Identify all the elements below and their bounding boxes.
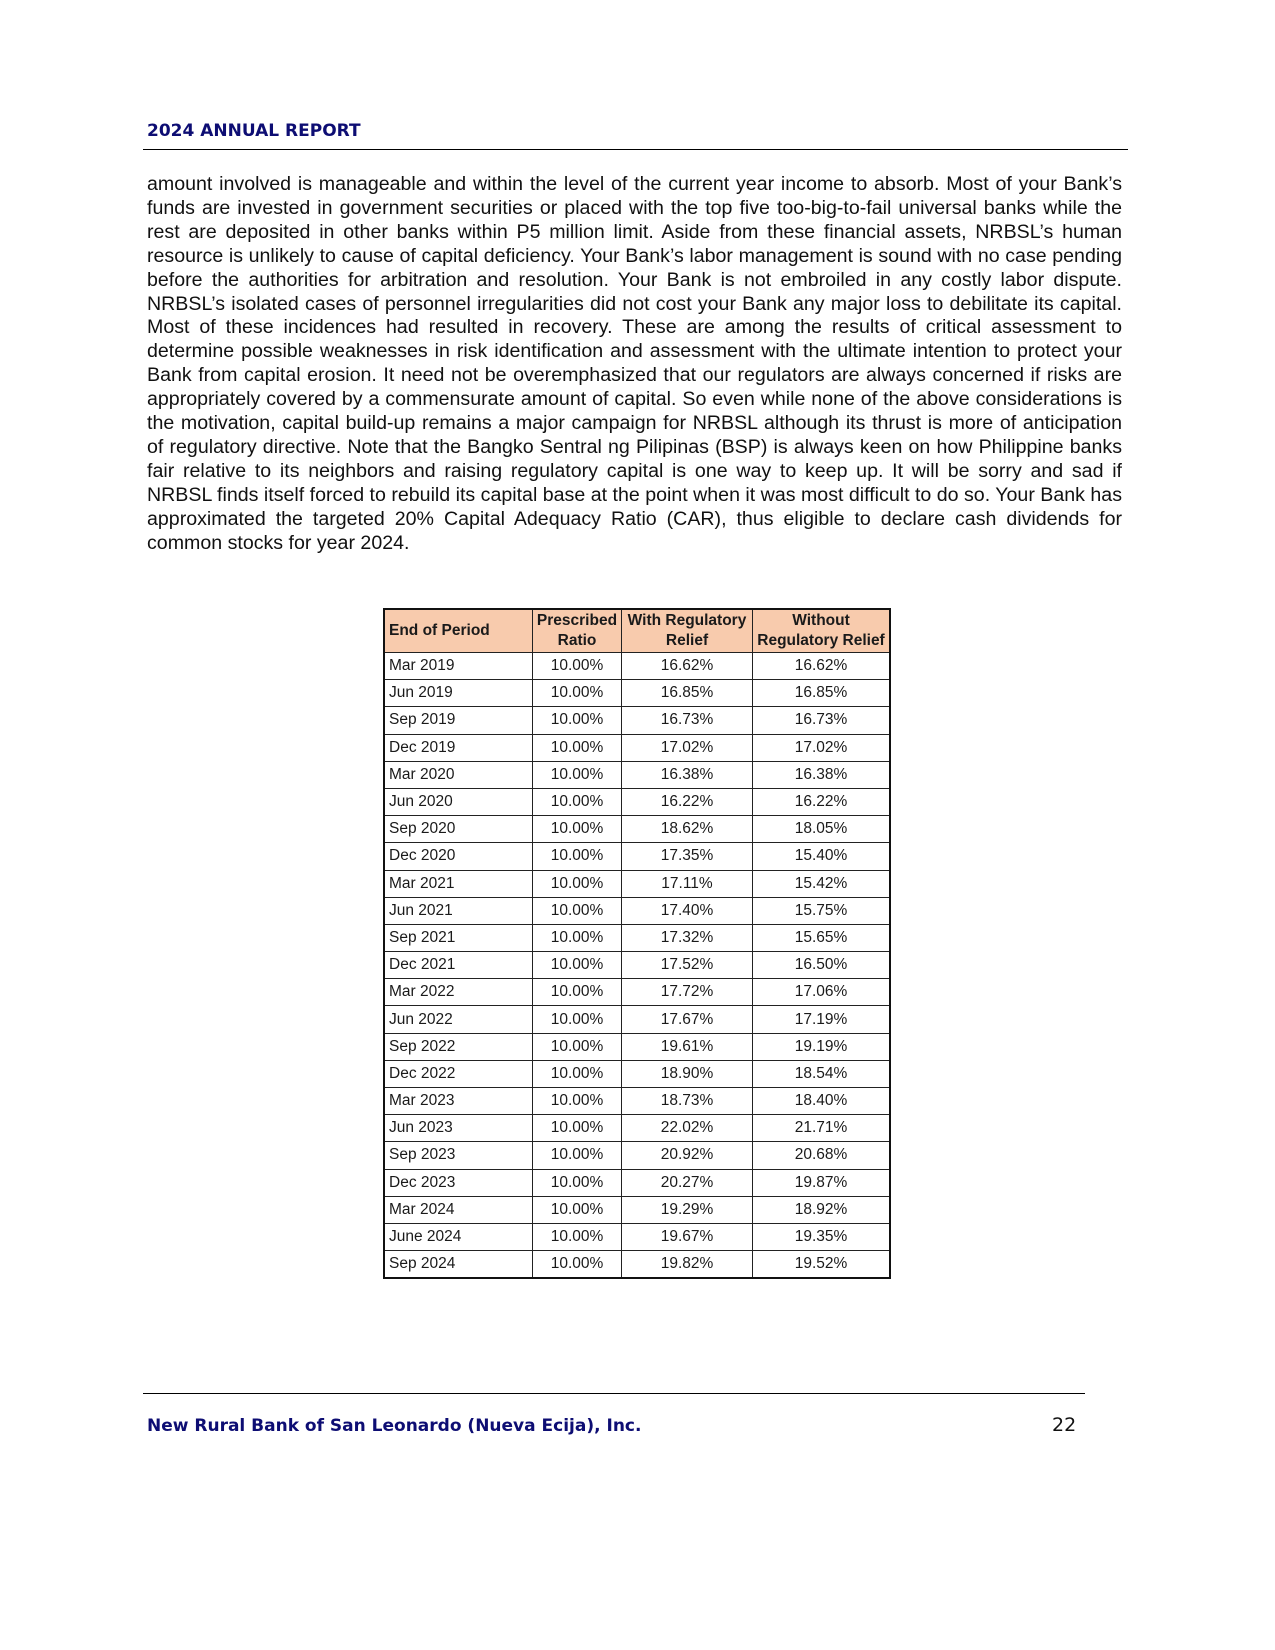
cell-with-regulatory-relief: 19.61% bbox=[622, 1033, 753, 1060]
column-header-line: Ratio bbox=[557, 632, 597, 649]
table-row bbox=[384, 1142, 890, 1169]
cell-period: Dec 2023 bbox=[384, 1169, 533, 1196]
cell-period: Sep 2021 bbox=[384, 924, 533, 951]
cell-without-regulatory-relief: 20.68% bbox=[753, 1142, 891, 1169]
cell-with-regulatory-relief: 20.92% bbox=[622, 1142, 753, 1169]
table-row bbox=[384, 1006, 890, 1033]
cell-prescribed-ratio: 10.00% bbox=[533, 1060, 622, 1087]
table-row bbox=[384, 788, 890, 815]
cell-with-regulatory-relief: 17.40% bbox=[622, 897, 753, 924]
cell-with-regulatory-relief: 18.73% bbox=[622, 1088, 753, 1115]
cell-prescribed-ratio: 10.00% bbox=[533, 1115, 622, 1142]
cell-prescribed-ratio: 10.00% bbox=[533, 870, 622, 897]
cell-period: Dec 2019 bbox=[384, 734, 533, 761]
cell-without-regulatory-relief: 15.65% bbox=[753, 924, 891, 951]
cell-period: Sep 2019 bbox=[384, 707, 533, 734]
cell-with-regulatory-relief: 19.29% bbox=[622, 1196, 753, 1223]
cell-with-regulatory-relief: 19.67% bbox=[622, 1223, 753, 1250]
column-header-end-of-period: End of Period bbox=[384, 609, 533, 653]
cell-period: June 2024 bbox=[384, 1223, 533, 1250]
cell-with-regulatory-relief: 18.62% bbox=[622, 816, 753, 843]
table-row bbox=[384, 653, 890, 680]
table-row bbox=[384, 680, 890, 707]
table-row bbox=[384, 707, 890, 734]
cell-prescribed-ratio: 10.00% bbox=[533, 1088, 622, 1115]
cell-prescribed-ratio: 10.00% bbox=[533, 788, 622, 815]
table-row bbox=[384, 761, 890, 788]
cell-without-regulatory-relief: 19.35% bbox=[753, 1223, 891, 1250]
cell-period: Mar 2019 bbox=[384, 653, 533, 680]
cell-without-regulatory-relief: 19.87% bbox=[753, 1169, 891, 1196]
cell-with-regulatory-relief: 17.02% bbox=[622, 734, 753, 761]
cell-prescribed-ratio: 10.00% bbox=[533, 653, 622, 680]
cell-without-regulatory-relief: 18.05% bbox=[753, 816, 891, 843]
cell-period: Dec 2020 bbox=[384, 843, 533, 870]
cell-prescribed-ratio: 10.00% bbox=[533, 816, 622, 843]
column-header-line: With Regulatory bbox=[627, 612, 747, 629]
cell-without-regulatory-relief: 18.92% bbox=[753, 1196, 891, 1223]
table-row bbox=[384, 1196, 890, 1223]
table-header-row bbox=[384, 609, 890, 653]
cell-with-regulatory-relief: 16.38% bbox=[622, 761, 753, 788]
table-row bbox=[384, 1115, 890, 1142]
body-paragraph: amount involved is manageable and within the level of the current year income to absorb. Most of your Bank’s funds are invested in government securities or placed with the top five too-big-to-fail universal banks while the rest are deposited in other banks within P5 million limit. Aside from these financial assets, NRBSL’s human resource is unlikely to cause of capital deficiency. Your Bank’s labor management is sound with no case pending before the authorities for arbitration and resolution. Your Bank is not embroiled in any costly labor dispute. NRBSL’s isolated cases of personnel irregularities did not cost your Bank any major loss to debilitate its capital. Most of these incidences had resulted in recovery. These are among the results of critical assessment to determine possible weaknesses in risk identification and assessment with the ultimate intention to protect your Bank from capital erosion. It need not be overemphasized that our regulators are always concerned if risks are appropriately covered by a commensurate amount of capital. So even while none of the above considerations is the motivation, capital build-up remains a major campaign for NRBSL although its thrust is more of anticipation of regulatory directive. Note that the Bangko Sentral ng Pilipinas (BSP) is always keen on how Philippine banks fair relative to its neighbors and raising regulatory capital is one way to keep up. It will be sorry and sad if NRBSL finds itself forced to rebuild its capital base at the point when it was most difficult to do so. Your Bank has approximated the targeted 20% Capital Adequacy Ratio (CAR), thus eligible to declare cash dividends for common stocks for year 2024. bbox=[147, 173, 1122, 554]
cell-prescribed-ratio: 10.00% bbox=[533, 1196, 622, 1223]
cell-period: Dec 2022 bbox=[384, 1060, 533, 1087]
cell-period: Jun 2022 bbox=[384, 1006, 533, 1033]
cell-without-regulatory-relief: 16.50% bbox=[753, 952, 891, 979]
cell-without-regulatory-relief: 17.19% bbox=[753, 1006, 891, 1033]
column-header-line: Without bbox=[792, 612, 850, 629]
cell-prescribed-ratio: 10.00% bbox=[533, 952, 622, 979]
cell-period: Mar 2022 bbox=[384, 979, 533, 1006]
cell-without-regulatory-relief: 16.85% bbox=[753, 680, 891, 707]
cell-with-regulatory-relief: 17.32% bbox=[622, 924, 753, 951]
cell-prescribed-ratio: 10.00% bbox=[533, 1169, 622, 1196]
cell-prescribed-ratio: 10.00% bbox=[533, 1006, 622, 1033]
cell-period: Sep 2022 bbox=[384, 1033, 533, 1060]
table-row bbox=[384, 952, 890, 979]
cell-prescribed-ratio: 10.00% bbox=[533, 1142, 622, 1169]
footer-rule bbox=[143, 1393, 1085, 1394]
cell-period: Jun 2021 bbox=[384, 897, 533, 924]
cell-prescribed-ratio: 10.00% bbox=[533, 843, 622, 870]
cell-prescribed-ratio: 10.00% bbox=[533, 680, 622, 707]
footer-organization: New Rural Bank of San Leonardo (Nueva Ecija), Inc. bbox=[147, 1416, 642, 1436]
car-table bbox=[383, 608, 891, 1279]
cell-prescribed-ratio: 10.00% bbox=[533, 1033, 622, 1060]
cell-without-regulatory-relief: 18.40% bbox=[753, 1088, 891, 1115]
header-rule bbox=[143, 149, 1128, 150]
cell-with-regulatory-relief: 17.72% bbox=[622, 979, 753, 1006]
cell-prescribed-ratio: 10.00% bbox=[533, 924, 622, 951]
column-header-without-regulatory-relief bbox=[753, 609, 891, 653]
cell-period: Sep 2020 bbox=[384, 816, 533, 843]
cell-with-regulatory-relief: 16.73% bbox=[622, 707, 753, 734]
table-row bbox=[384, 1088, 890, 1115]
table-row bbox=[384, 979, 890, 1006]
table-row bbox=[384, 897, 890, 924]
cell-period: Sep 2023 bbox=[384, 1142, 533, 1169]
table-row bbox=[384, 843, 890, 870]
table-row bbox=[384, 734, 890, 761]
table-row bbox=[384, 1251, 890, 1279]
cell-without-regulatory-relief: 16.62% bbox=[753, 653, 891, 680]
table-row bbox=[384, 1033, 890, 1060]
cell-without-regulatory-relief: 15.75% bbox=[753, 897, 891, 924]
cell-with-regulatory-relief: 20.27% bbox=[622, 1169, 753, 1196]
cell-without-regulatory-relief: 16.22% bbox=[753, 788, 891, 815]
cell-with-regulatory-relief: 16.62% bbox=[622, 653, 753, 680]
footer-page-number: 22 bbox=[1052, 1414, 1077, 1436]
cell-period: Jun 2020 bbox=[384, 788, 533, 815]
cell-period: Mar 2024 bbox=[384, 1196, 533, 1223]
cell-without-regulatory-relief: 16.73% bbox=[753, 707, 891, 734]
column-header-with-regulatory-relief bbox=[622, 609, 753, 653]
cell-with-regulatory-relief: 18.90% bbox=[622, 1060, 753, 1087]
cell-without-regulatory-relief: 17.06% bbox=[753, 979, 891, 1006]
cell-prescribed-ratio: 10.00% bbox=[533, 897, 622, 924]
cell-period: Jun 2019 bbox=[384, 680, 533, 707]
cell-period: Mar 2021 bbox=[384, 870, 533, 897]
table-row bbox=[384, 1060, 890, 1087]
cell-period: Sep 2024 bbox=[384, 1251, 533, 1279]
cell-prescribed-ratio: 10.00% bbox=[533, 1223, 622, 1250]
cell-prescribed-ratio: 10.00% bbox=[533, 761, 622, 788]
page-header-title: 2024 ANNUAL REPORT bbox=[147, 121, 361, 141]
cell-prescribed-ratio: 10.00% bbox=[533, 1251, 622, 1279]
cell-period: Mar 2020 bbox=[384, 761, 533, 788]
cell-without-regulatory-relief: 16.38% bbox=[753, 761, 891, 788]
cell-without-regulatory-relief: 19.19% bbox=[753, 1033, 891, 1060]
cell-with-regulatory-relief: 17.67% bbox=[622, 1006, 753, 1033]
column-header-line: Regulatory Relief bbox=[757, 632, 885, 649]
table-row bbox=[384, 1169, 890, 1196]
cell-prescribed-ratio: 10.00% bbox=[533, 707, 622, 734]
cell-with-regulatory-relief: 17.35% bbox=[622, 843, 753, 870]
cell-with-regulatory-relief: 22.02% bbox=[622, 1115, 753, 1142]
cell-with-regulatory-relief: 16.85% bbox=[622, 680, 753, 707]
cell-with-regulatory-relief: 19.82% bbox=[622, 1251, 753, 1279]
table-row bbox=[384, 816, 890, 843]
column-header-prescribed-ratio bbox=[533, 609, 622, 653]
column-header-line: Relief bbox=[665, 632, 709, 649]
cell-without-regulatory-relief: 19.52% bbox=[753, 1251, 891, 1279]
cell-period: Jun 2023 bbox=[384, 1115, 533, 1142]
table-body bbox=[384, 653, 890, 1279]
cell-without-regulatory-relief: 18.54% bbox=[753, 1060, 891, 1087]
cell-with-regulatory-relief: 16.22% bbox=[622, 788, 753, 815]
cell-with-regulatory-relief: 17.52% bbox=[622, 952, 753, 979]
table-row bbox=[384, 924, 890, 951]
table-row bbox=[384, 870, 890, 897]
cell-prescribed-ratio: 10.00% bbox=[533, 979, 622, 1006]
cell-prescribed-ratio: 10.00% bbox=[533, 734, 622, 761]
cell-without-regulatory-relief: 15.42% bbox=[753, 870, 891, 897]
cell-without-regulatory-relief: 17.02% bbox=[753, 734, 891, 761]
cell-without-regulatory-relief: 21.71% bbox=[753, 1115, 891, 1142]
cell-with-regulatory-relief: 17.11% bbox=[622, 870, 753, 897]
table-row bbox=[384, 1223, 890, 1250]
cell-without-regulatory-relief: 15.40% bbox=[753, 843, 891, 870]
cell-period: Dec 2021 bbox=[384, 952, 533, 979]
cell-period: Mar 2023 bbox=[384, 1088, 533, 1115]
column-header-line: Prescribed bbox=[536, 612, 618, 629]
